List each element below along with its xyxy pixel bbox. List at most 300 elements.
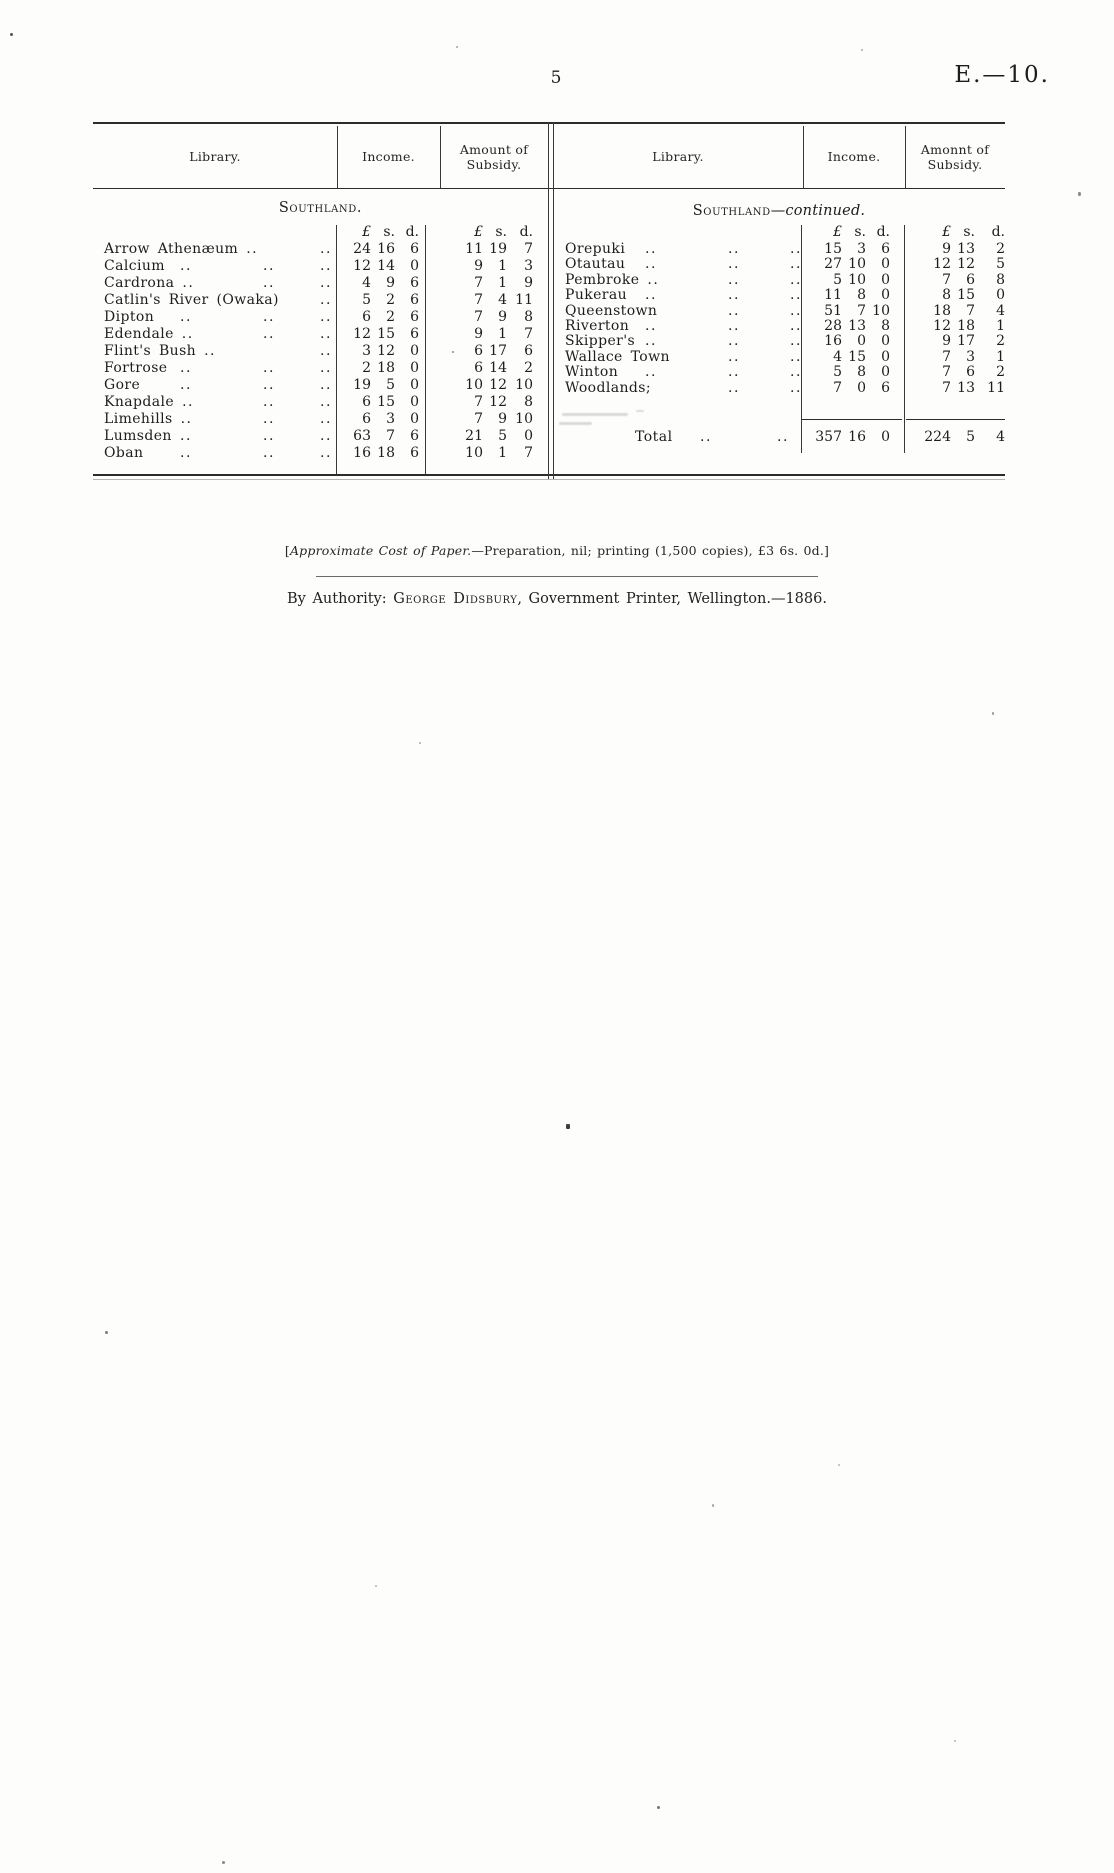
income-pounds: 5	[833, 271, 842, 288]
column-header-income: Income.	[827, 149, 881, 164]
library-name: Wallace Town	[565, 348, 670, 365]
income-shillings: 3	[386, 411, 395, 427]
income-pounds: 63	[353, 428, 371, 444]
subsidy-shillings: 12	[957, 256, 975, 273]
income-shillings: 10	[848, 256, 866, 273]
income-pence: 0	[410, 343, 419, 359]
income-pounds: 12	[353, 326, 371, 342]
leader-dots: ..	[728, 333, 740, 350]
subsidy-pounds: 11	[465, 241, 483, 257]
subsidy-pence: 10	[515, 377, 533, 393]
subsidy-shillings: 18	[957, 317, 975, 334]
subsidy-pounds: 7	[942, 348, 951, 365]
subsidy-pence: 1	[996, 317, 1005, 334]
pound-sign: £	[833, 224, 842, 240]
income-pounds: 15	[824, 241, 842, 257]
subsidy-pence: 2	[996, 364, 1005, 381]
income-pence: 8	[881, 317, 890, 334]
table-row	[93, 360, 548, 377]
page-number: 5	[550, 68, 562, 88]
leader-dots: ..	[263, 360, 275, 376]
pence-sign: d.	[991, 224, 1005, 240]
subsidy-pence: 2	[996, 241, 1005, 257]
footer-rule	[316, 576, 818, 577]
total-label: Total	[635, 429, 673, 445]
income-pounds: 28	[824, 317, 842, 334]
income-pounds: 16	[353, 445, 371, 461]
subsidy-pence: 9	[524, 275, 533, 291]
subsidy-pence: 2	[524, 360, 533, 376]
leader-dots: ..	[645, 333, 657, 350]
leader-dots: ..	[182, 394, 194, 410]
column-header-library: Library.	[189, 149, 241, 164]
printer-name: George Didsbury	[393, 591, 518, 607]
library-name: Riverton	[565, 317, 630, 334]
paper-speck	[375, 1585, 377, 1587]
leader-dots: ..	[728, 317, 740, 334]
leader-dots: ..	[790, 302, 802, 319]
subsidy-pence: 1	[996, 348, 1005, 365]
pence-sign: d.	[876, 224, 890, 240]
authority-imprint	[200, 591, 914, 607]
leader-dots: ..	[645, 241, 657, 257]
subsidy-pounds: 7	[474, 275, 483, 291]
subsidy-header-line1: Amonnt of	[920, 142, 990, 157]
library-name: Edendale	[104, 326, 174, 342]
leader-dots: ..	[180, 411, 193, 427]
currency-subheader	[336, 224, 548, 240]
subsidy-pence: 8	[524, 309, 533, 325]
income-shillings: 8	[857, 364, 866, 381]
leader-dots: ..	[320, 411, 332, 427]
subsidy-pence: 5	[996, 256, 1005, 273]
table-row	[93, 428, 548, 445]
subsidy-shillings: 13	[957, 241, 975, 257]
leader-dots: ..	[647, 271, 660, 288]
income-pence: 0	[881, 271, 890, 288]
income-pounds: 4	[833, 348, 842, 365]
leader-dots: ..	[263, 428, 275, 444]
library-name: Fortrose	[104, 360, 168, 376]
document-code: E.—10.	[954, 62, 1050, 88]
income-pence: 6	[881, 379, 890, 396]
income-shillings: 13	[848, 317, 866, 334]
total-rule-income	[802, 419, 902, 420]
shilling-sign: s.	[854, 224, 866, 240]
subsidy-pounds: 10	[465, 445, 483, 461]
cost-note-rest: —Preparation, nil; printing (1,500 copies), £3 6s. 0d.]	[471, 543, 830, 558]
leader-dots: ..	[263, 275, 275, 291]
leader-dots: ..	[263, 258, 275, 274]
authority-prefix: By Authority:	[287, 591, 394, 607]
subsidy-shillings: 1	[498, 445, 507, 461]
leader-dots: ..	[790, 271, 802, 288]
library-name: Oban	[104, 445, 144, 461]
subsidy-pence: 10	[515, 411, 533, 427]
subsidy-pence: 7	[524, 326, 533, 342]
income-shillings: 8	[857, 287, 866, 304]
pound-sign: £	[942, 224, 951, 240]
income-pounds: 12	[353, 258, 371, 274]
subsidy-shillings: 1	[498, 258, 507, 274]
table-row	[553, 242, 1005, 257]
table-row	[553, 288, 1005, 303]
leader-dots: ..	[180, 258, 192, 274]
subsidy-shillings: 3	[966, 348, 975, 365]
income-shillings: 15	[848, 348, 866, 365]
paper-speck	[419, 742, 421, 744]
leader-dots: ..	[790, 333, 802, 350]
income-pounds: 6	[362, 309, 371, 325]
library-name: Limehills	[104, 411, 173, 427]
column-header-subsidy	[440, 142, 548, 172]
income-shillings: 5	[386, 377, 395, 393]
library-name: Cardrona	[104, 275, 175, 291]
ink-smudge	[559, 422, 592, 425]
pence-sign: d.	[405, 224, 419, 240]
subsidy-shillings: 9	[498, 309, 507, 325]
subsidy-pounds: 9	[474, 326, 483, 342]
income-pounds: 27	[824, 256, 842, 273]
leader-dots: ..	[645, 317, 657, 334]
leader-dots: ..	[320, 377, 332, 393]
leader-dots: ..	[320, 292, 332, 308]
paper-speck	[566, 1124, 570, 1129]
leader-dots: ..	[204, 343, 217, 359]
subsidy-pounds: 9	[474, 258, 483, 274]
income-shillings: 14	[377, 258, 395, 274]
total-rule-subsidy	[906, 419, 1005, 420]
subsidy-pounds: 6	[474, 360, 483, 376]
subsidy-pounds: 10	[465, 377, 483, 393]
leader-dots: ..	[728, 287, 740, 304]
leader-dots: ..	[645, 364, 657, 381]
subsidy-shillings: 6	[966, 364, 975, 381]
leader-dots: ..	[320, 258, 332, 274]
subsidy-pounds: 6	[474, 343, 483, 359]
center-double-rule	[548, 122, 549, 479]
paper-speck	[456, 46, 458, 48]
pence-sign: d.	[519, 224, 533, 240]
leader-dots: ..	[180, 428, 192, 444]
cost-of-paper-note	[200, 543, 914, 558]
subsidy-pounds: 18	[933, 302, 951, 319]
income-shillings: 2	[386, 309, 395, 325]
subsidy-pounds: 12	[933, 317, 951, 334]
library-name: Flint's Bush	[104, 343, 197, 359]
table-row	[553, 319, 1005, 334]
bracket: [	[284, 543, 290, 558]
section-title-continued: —continued.	[770, 203, 866, 219]
table-row	[93, 326, 548, 343]
leader-dots: ..	[263, 309, 275, 325]
income-pounds: 5	[833, 364, 842, 381]
subsidy-pence: 0	[524, 428, 533, 444]
leader-dots: ..	[320, 394, 332, 410]
table-row	[553, 304, 1005, 319]
income-pence: 6	[410, 445, 419, 461]
income-pence: 0	[881, 364, 890, 381]
income-pounds: 11	[824, 287, 842, 304]
subsidy-pence: 3	[524, 258, 533, 274]
leader-dots: ..	[320, 343, 332, 359]
currency-subheader	[801, 224, 1005, 240]
leader-dots: ..	[728, 348, 740, 365]
income-pounds: 6	[362, 411, 371, 427]
income-pounds: 16	[824, 333, 842, 350]
library-name: Catlin's River (Owaka)	[104, 292, 279, 308]
subsidy-shillings: 14	[489, 360, 507, 376]
leader-dots: ..	[320, 428, 332, 444]
income-pence: 6	[410, 275, 419, 291]
subsidy-header-line2: Subsidy.	[927, 157, 983, 172]
leader-dots: ..	[320, 360, 332, 376]
subsidy-pence: 7	[524, 241, 533, 257]
leader-dots: ..	[320, 326, 332, 342]
income-pence: 0	[410, 360, 419, 376]
income-pounds: 2	[362, 360, 371, 376]
income-pence: 0	[881, 333, 890, 350]
paper-speck	[861, 49, 863, 51]
subsidy-pounds: 9	[942, 333, 951, 350]
subsidy-shillings: 12	[489, 377, 507, 393]
subsidy-pounds: 7	[942, 271, 951, 288]
leader-dots: ..	[263, 326, 275, 342]
income-shillings: 18	[377, 445, 395, 461]
leader-dots: ..	[700, 429, 712, 445]
paper-speck	[1078, 192, 1081, 196]
subsidy-pence: 0	[996, 287, 1005, 304]
paper-speck	[992, 712, 994, 715]
subsidy-header-line1: Amount of	[459, 142, 529, 157]
subsidy-shillings: 9	[498, 411, 507, 427]
income-pence: 0	[410, 394, 419, 410]
total-row	[553, 429, 1005, 446]
subsidy-pounds: 12	[933, 256, 951, 273]
column-header-income: Income.	[362, 149, 415, 164]
leader-dots: ..	[180, 360, 192, 376]
leader-dots: ..	[645, 287, 657, 304]
leader-dots: ..	[728, 364, 740, 381]
subsidy-pounds: 9	[942, 241, 951, 257]
table-row	[93, 411, 548, 428]
library-name: Knapdale	[104, 394, 175, 410]
subsidy-pence: 11	[515, 292, 533, 308]
leader-dots: ..	[320, 241, 332, 257]
subsidy-pounds: 8	[942, 287, 951, 304]
income-pence: 6	[410, 241, 419, 257]
table-row	[93, 275, 548, 292]
subsidy-shillings: 17	[957, 333, 975, 350]
section-title-main: Southland	[692, 203, 771, 219]
income-shillings: 10	[848, 271, 866, 288]
table-row	[93, 292, 548, 309]
subsidy-shillings: 4	[498, 292, 507, 308]
library-name: Woodlands;	[565, 379, 651, 396]
income-pence: 6	[410, 326, 419, 342]
subsidy-shillings: 12	[489, 394, 507, 410]
income-shillings: 3	[857, 241, 866, 257]
table-row	[553, 257, 1005, 272]
income-shillings: 18	[377, 360, 395, 376]
total-subsidy-pounds: 224	[924, 429, 951, 445]
leader-dots: ..	[790, 364, 802, 381]
subsidy-pence: 8	[996, 271, 1005, 288]
income-pence: 0	[881, 256, 890, 273]
income-shillings: 0	[857, 379, 866, 396]
income-shillings: 16	[377, 241, 395, 257]
table-row	[93, 258, 548, 275]
subsidy-pounds: 7	[474, 394, 483, 410]
subsidy-pence: 8	[524, 394, 533, 410]
leader-dots: ..	[180, 309, 192, 325]
table-row	[93, 309, 548, 326]
shilling-sign: s.	[383, 224, 395, 240]
subsidy-pounds: 7	[474, 309, 483, 325]
column-header-library: Library.	[652, 149, 704, 164]
library-name: Orepuki	[565, 241, 626, 257]
subsidy-header-line2: Subsidy.	[466, 157, 522, 172]
leader-dots: ..	[790, 379, 802, 396]
cost-note-italic: Approximate Cost of Paper.	[289, 543, 472, 558]
table-row	[553, 381, 1005, 396]
leader-dots: ..	[320, 309, 332, 325]
income-shillings: 12	[377, 343, 395, 359]
leader-dots: ..	[645, 256, 657, 273]
income-pence: 0	[881, 287, 890, 304]
subsidy-pence: 7	[524, 445, 533, 461]
table-bottom-rule-shadow	[93, 479, 1005, 480]
income-pence: 0	[410, 411, 419, 427]
ink-smudge	[636, 410, 644, 412]
pound-sign: £	[362, 224, 371, 240]
table-row	[553, 350, 1005, 365]
table-row	[93, 343, 548, 360]
subsidy-pounds: 7	[474, 411, 483, 427]
paper-speck	[657, 1806, 660, 1809]
section-title-southland-continued	[553, 203, 1005, 219]
leader-dots: ..	[728, 241, 740, 257]
income-shillings: 2	[386, 292, 395, 308]
subsidy-pounds: 7	[474, 292, 483, 308]
income-shillings: 15	[377, 394, 395, 410]
subsidy-shillings: 13	[957, 379, 975, 396]
library-name: Arrow Athenæum	[104, 241, 239, 257]
library-name: Pembroke	[565, 271, 640, 288]
leader-dots: ..	[790, 348, 802, 365]
paper-speck	[838, 1464, 840, 1466]
table-row	[93, 394, 548, 411]
total-income-pence: 0	[881, 429, 890, 445]
subsidy-pence: 4	[996, 302, 1005, 319]
total-subsidy-pence: 4	[996, 429, 1005, 445]
income-pence: 0	[410, 377, 419, 393]
table-row	[93, 241, 548, 258]
leader-dots: ..	[263, 394, 275, 410]
library-name: Calcium	[104, 258, 165, 274]
leader-dots: ..	[728, 256, 740, 273]
income-pounds: 7	[833, 379, 842, 396]
paper-speck	[10, 33, 13, 36]
library-name: Pukerau	[565, 287, 628, 304]
paper-speck	[712, 1504, 714, 1507]
leader-dots: ..	[181, 326, 194, 342]
income-pounds: 3	[362, 343, 371, 359]
shilling-sign: s.	[963, 224, 975, 240]
subsidy-pounds: 21	[465, 428, 483, 444]
subsidy-pence: 2	[996, 333, 1005, 350]
subsidy-pounds: 7	[942, 379, 951, 396]
income-pence: 6	[410, 309, 419, 325]
library-name: Gore	[104, 377, 141, 393]
library-name: Otautau	[565, 256, 626, 273]
income-pounds: 4	[362, 275, 371, 291]
leader-dots: ..	[246, 241, 259, 257]
table-row	[553, 365, 1005, 380]
left-table-rows	[93, 241, 548, 462]
subsidy-shillings: 19	[489, 241, 507, 257]
income-pounds: 51	[824, 302, 842, 319]
income-pence: 10	[872, 302, 890, 319]
leader-dots: ..	[790, 287, 802, 304]
table-row	[93, 445, 548, 462]
income-pence: 6	[410, 428, 419, 444]
income-pence: 0	[881, 348, 890, 365]
leader-dots: ..	[263, 411, 275, 427]
income-pounds: 19	[353, 377, 371, 393]
subsidy-shillings: 1	[498, 275, 507, 291]
income-pounds: 6	[362, 394, 371, 410]
subsidy-shillings: 15	[957, 287, 975, 304]
table-row	[553, 334, 1005, 349]
library-name: Lumsden	[104, 428, 172, 444]
paper-speck	[452, 351, 454, 353]
subsidy-shillings: 1	[498, 326, 507, 342]
income-shillings: 9	[386, 275, 395, 291]
subsidy-shillings: 5	[498, 428, 507, 444]
income-shillings: 7	[857, 302, 866, 319]
leader-dots: ..	[790, 317, 802, 334]
subsidy-pounds: 7	[942, 364, 951, 381]
subsidy-shillings: 17	[489, 343, 507, 359]
library-name: Skipper's	[565, 333, 636, 350]
leader-dots: ..	[790, 256, 802, 273]
leader-dots: ..	[777, 429, 789, 445]
income-pence: 6	[410, 292, 419, 308]
leader-dots: ..	[728, 379, 740, 396]
paper-speck	[954, 1740, 956, 1742]
authority-rest: , Government Printer, Wellington.—1886.	[517, 591, 827, 607]
leader-dots: ..	[320, 275, 332, 291]
library-name: Queenstown	[565, 302, 658, 319]
paper-speck	[222, 1861, 225, 1864]
subsidy-pence: 6	[524, 343, 533, 359]
subsidy-shillings: 6	[966, 271, 975, 288]
right-table-rows	[553, 242, 1005, 396]
leader-dots: ..	[263, 445, 275, 461]
income-shillings: 0	[857, 333, 866, 350]
leader-dots: ..	[790, 241, 802, 257]
total-income-pounds: 357	[815, 429, 842, 445]
section-title-southland: Southland.	[278, 200, 363, 216]
shilling-sign: s.	[495, 224, 507, 240]
library-name: Dipton	[104, 309, 155, 325]
leader-dots: ..	[320, 445, 332, 461]
pound-sign: £	[474, 224, 483, 240]
income-pounds: 5	[362, 292, 371, 308]
leader-dots: ..	[180, 377, 192, 393]
total-subsidy-shillings: 5	[966, 429, 975, 445]
